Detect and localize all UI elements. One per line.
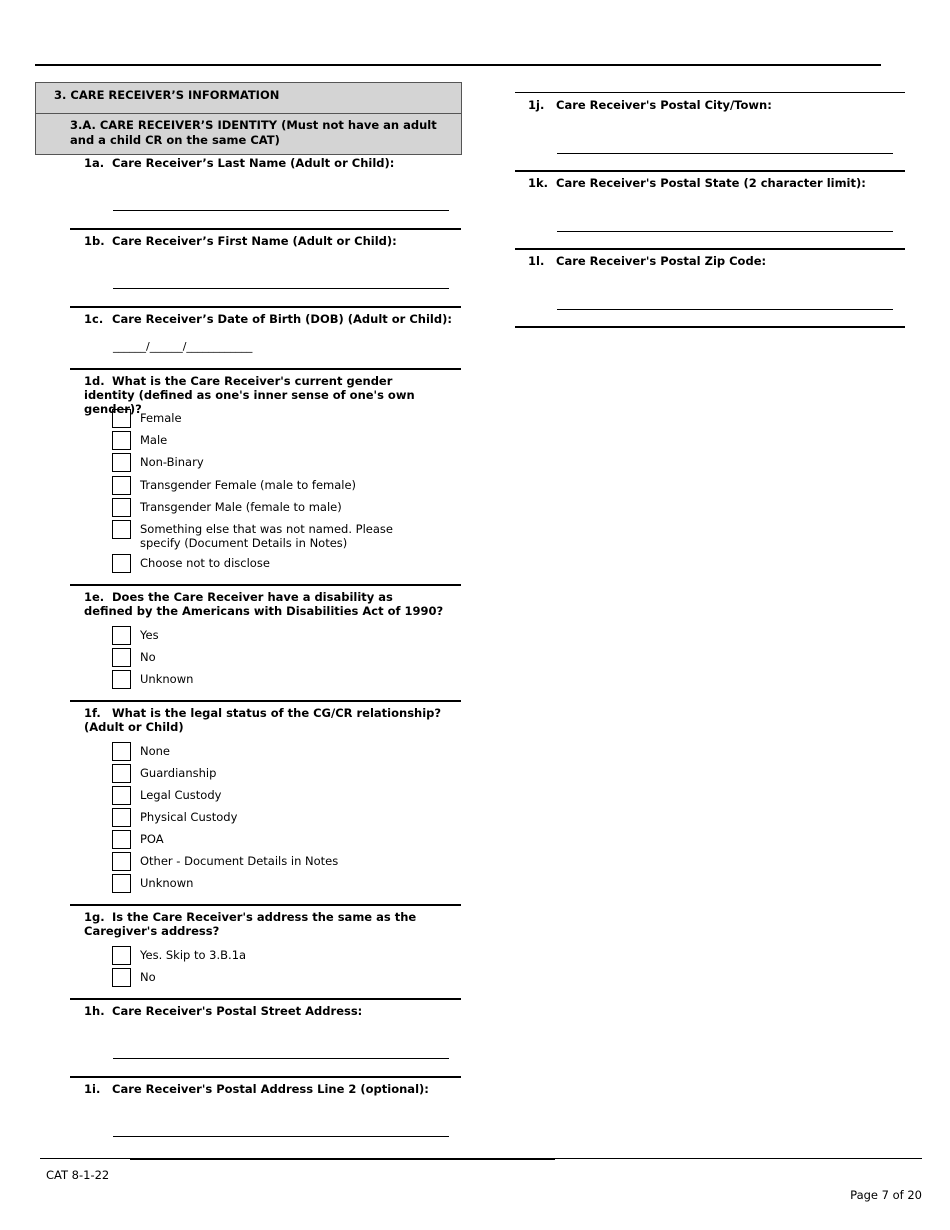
footer-rule-accent	[130, 1158, 555, 1160]
checkbox[interactable]	[112, 554, 131, 573]
last-name-field[interactable]	[113, 210, 449, 211]
subsection-title: 3.A. CARE RECEIVER’S IDENTITY (Must not have an adult and a child CR on the same CAT)	[70, 118, 437, 147]
divider	[515, 170, 905, 172]
form-id: CAT 8-1-22	[46, 1168, 110, 1182]
divider	[70, 1076, 461, 1078]
divider	[70, 904, 461, 906]
divider	[70, 998, 461, 1000]
checkbox[interactable]	[112, 409, 131, 428]
question-1g: 1g. Is the Care Receiver's address the same as the Caregiver's address?	[84, 910, 417, 938]
question-1d: 1d. What is the Care Receiver's current gender identity (defined as one's inner sense of one's own gender)?	[84, 374, 415, 416]
checkbox[interactable]	[112, 764, 131, 783]
checkbox[interactable]	[112, 786, 131, 805]
subsection-header	[35, 113, 462, 155]
divider	[515, 326, 905, 328]
question-1f: 1f. What is the legal status of the CG/CR relationship? (Adult or Child)	[84, 706, 442, 734]
section-header	[35, 82, 462, 114]
checkbox[interactable]	[112, 852, 131, 871]
checkbox[interactable]	[112, 742, 131, 761]
checkbox[interactable]	[112, 453, 131, 472]
checkbox[interactable]	[112, 476, 131, 495]
question-1c: 1c. Care Receiver’s Date of Birth (DOB) (Adult or Child):	[84, 312, 452, 326]
divider	[70, 700, 461, 702]
checkbox[interactable]	[112, 648, 131, 667]
first-name-field[interactable]	[113, 288, 449, 289]
zip-field[interactable]	[557, 309, 893, 310]
question-1k: 1k. Care Receiver's Postal State (2 character limit):	[528, 176, 866, 190]
checkbox[interactable]	[112, 968, 131, 987]
checkbox[interactable]	[112, 520, 131, 539]
top-rule	[35, 64, 881, 66]
question-1a: 1a. Care Receiver’s Last Name (Adult or Child):	[84, 156, 395, 170]
divider	[515, 248, 905, 250]
checkbox[interactable]	[112, 808, 131, 827]
divider	[70, 228, 461, 230]
page-number: Page 7 of 20	[850, 1188, 922, 1202]
address-line2-field[interactable]	[113, 1136, 449, 1137]
question-1i: 1i. Care Receiver's Postal Address Line 2 (optional):	[84, 1082, 429, 1096]
checkbox[interactable]	[112, 830, 131, 849]
question-1h: 1h. Care Receiver's Postal Street Address:	[84, 1004, 363, 1018]
question-1b: 1b. Care Receiver’s First Name (Adult or Child):	[84, 234, 397, 248]
section-title: 3. CARE RECEIVER’S INFORMATION	[54, 88, 280, 102]
checkbox[interactable]	[112, 626, 131, 645]
state-field[interactable]	[557, 231, 893, 232]
divider	[70, 584, 461, 586]
dob-field[interactable]: ______/______/____________	[113, 340, 253, 353]
divider	[515, 92, 905, 93]
question-1j: 1j. Care Receiver's Postal City/Town:	[528, 98, 772, 112]
divider	[70, 368, 461, 370]
city-field[interactable]	[557, 153, 893, 154]
divider	[70, 306, 461, 308]
street-address-field[interactable]	[113, 1058, 449, 1059]
checkbox[interactable]	[112, 874, 131, 893]
checkbox[interactable]	[112, 670, 131, 689]
checkbox[interactable]	[112, 498, 131, 517]
checkbox[interactable]	[112, 431, 131, 450]
question-1l: 1l. Care Receiver's Postal Zip Code:	[528, 254, 767, 268]
checkbox[interactable]	[112, 946, 131, 965]
question-1e: 1e. Does the Care Receiver have a disability as defined by the Americans with Disabilities Act of 1990?	[84, 590, 444, 618]
